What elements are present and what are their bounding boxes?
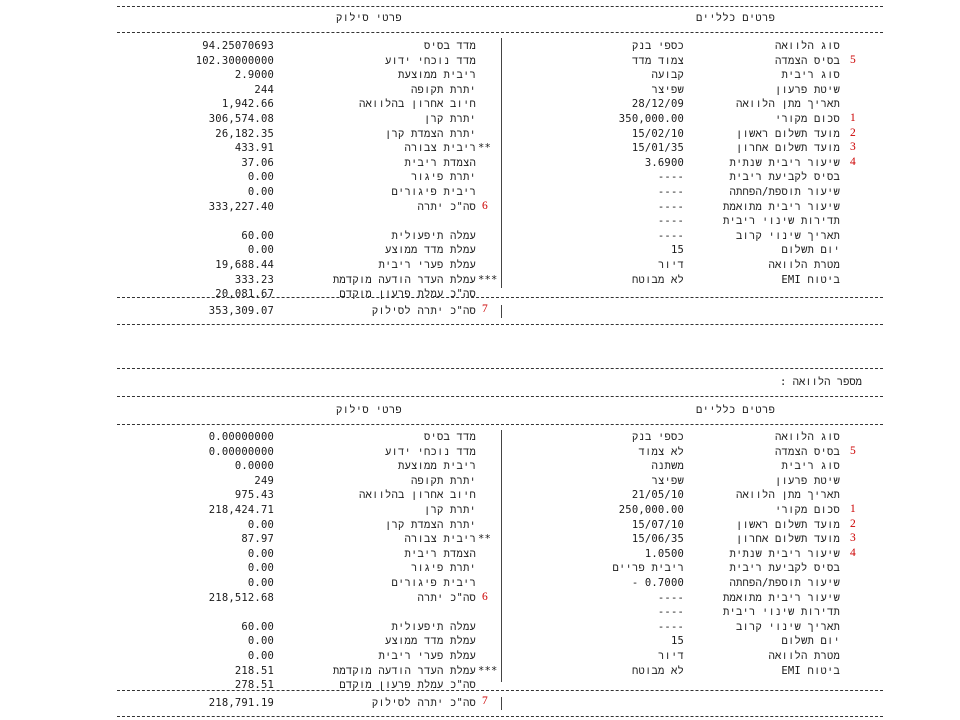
general-label: סוג הלוואה <box>774 431 840 443</box>
payoff-label: יתרת פיגור <box>410 171 476 184</box>
annotation-mark: 1 <box>850 503 856 515</box>
loan-number-label: מספר הלוואה : <box>780 376 862 388</box>
total-row <box>0 697 960 711</box>
asterisk-note: *** <box>478 664 498 677</box>
payoff-label: הצמדת ריבית <box>404 156 476 169</box>
annotation-mark: 7 <box>482 695 488 707</box>
payoff-value: 0.00 <box>247 244 274 257</box>
payoff-label: יתרת הצמדת קרן <box>384 127 476 140</box>
payoff-value: 26,182.35 <box>215 127 274 140</box>
payoff-value: 218,424.71 <box>208 504 274 516</box>
table-row <box>0 635 960 649</box>
general-label: מועד תשלום ראשון <box>735 518 840 531</box>
section-header-general: פרטים כלליים <box>696 12 776 24</box>
payoff-value: 278.51 <box>234 679 274 692</box>
payoff-value: 0.00 <box>247 635 274 648</box>
table-row <box>0 288 960 302</box>
payoff-value: 1,942.66 <box>221 98 274 111</box>
table-row <box>0 519 960 533</box>
general-label: תאריך מתן הלוואה <box>735 98 840 111</box>
general-label: תאריך שינוי קרוב <box>735 229 840 242</box>
general-label: סוג ריבית <box>781 460 840 473</box>
divider <box>117 396 883 397</box>
total-row <box>0 305 960 319</box>
section-header-payoff: פרטי סילוק <box>336 404 403 416</box>
table-row <box>0 650 960 664</box>
annotation-mark: 3 <box>850 141 856 154</box>
table-row <box>0 244 960 258</box>
payoff-label: חיוב אחרון בהלוואה <box>358 489 476 502</box>
payoff-label: יתרת תקופה <box>410 474 476 487</box>
payoff-label: סה"כ עמלת פרעון מוקדם <box>339 288 476 301</box>
general-label: בסיס הצמדה <box>774 54 840 67</box>
general-value: כספי בנק <box>631 40 684 52</box>
table-row <box>0 665 960 679</box>
payoff-label: מדד נוכחי ידוע <box>384 54 476 67</box>
divider <box>117 690 883 691</box>
divider <box>117 424 883 425</box>
table-row <box>0 460 960 474</box>
general-value: 15 <box>670 635 684 648</box>
payoff-label: יתרת פיגור <box>410 562 476 575</box>
table-row <box>0 113 960 127</box>
table-row <box>0 186 960 200</box>
divider <box>117 368 883 369</box>
general-label: בסיס לקביעת ריבית <box>729 171 840 184</box>
table-row <box>0 431 960 445</box>
payoff-value: 249 <box>254 474 274 487</box>
table-row <box>0 577 960 591</box>
general-value: 15/07/10 <box>631 518 684 531</box>
divider <box>117 32 883 33</box>
payoff-label: יתרת הצמדת קרן <box>384 518 476 531</box>
table-row <box>0 504 960 518</box>
table-row <box>0 606 960 620</box>
table-row <box>0 55 960 69</box>
payoff-label: ריבית צבורה <box>404 142 476 155</box>
table-row <box>0 98 960 112</box>
payoff-value: 60.00 <box>241 229 274 242</box>
general-value: צמוד מדד <box>631 54 684 67</box>
payoff-value: 306,574.08 <box>208 113 274 125</box>
general-value: 1.0500 <box>644 547 684 560</box>
table-row <box>0 533 960 547</box>
general-value: ---- <box>657 606 684 619</box>
payoff-label: מדד נוכחי ידוע <box>384 445 476 458</box>
asterisk-note: *** <box>478 273 498 286</box>
payoff-value: 0.00000000 <box>208 445 274 458</box>
payoff-value: 0.00 <box>247 547 274 560</box>
general-value: לא מבוטח <box>631 273 684 286</box>
table-row <box>0 84 960 98</box>
table-row <box>0 157 960 171</box>
annotation-mark: 5 <box>850 444 856 457</box>
payoff-label: עמלת פערי ריבית <box>378 650 476 662</box>
annotation-mark: 3 <box>850 532 856 545</box>
payoff-value: 20,081.67 <box>215 288 274 301</box>
annotation-mark: 4 <box>850 546 856 559</box>
general-value: 15/02/10 <box>631 127 684 140</box>
general-value: 15/01/35 <box>631 142 684 155</box>
payoff-value: 19,688.44 <box>215 259 274 271</box>
payoff-value: 333.23 <box>234 273 274 286</box>
general-label: תאריך שינוי קרוב <box>735 620 840 633</box>
payoff-value: 102.30000000 <box>195 54 274 67</box>
column-divider <box>501 305 502 318</box>
general-label: סכום מקורי <box>774 113 840 125</box>
general-value: 28/12/09 <box>631 98 684 111</box>
table-row <box>0 128 960 142</box>
general-value: משתנה <box>651 460 684 473</box>
payoff-label: יתרת קרן <box>423 113 476 125</box>
asterisk-note: ** <box>478 533 492 546</box>
general-label: שיעור תוספת/הפחתה <box>729 186 840 198</box>
payoff-value: 0.00 <box>247 577 274 589</box>
section-header-payoff: פרטי סילוק <box>336 12 403 24</box>
payoff-value: 60.00 <box>241 620 274 633</box>
general-label: ביטוח EMI <box>781 664 840 677</box>
payoff-value: 37.06 <box>241 156 274 169</box>
table-row <box>0 592 960 606</box>
general-value: 15 <box>670 244 684 257</box>
divider <box>117 297 883 298</box>
total-value: 218,791.19 <box>208 697 274 709</box>
general-label: סוג הלוואה <box>774 40 840 52</box>
annotation-mark: 7 <box>482 303 488 315</box>
payoff-value: 218,512.68 <box>208 591 274 604</box>
general-label: מועד תשלום אחרון <box>735 142 840 155</box>
payoff-label: עמלת פערי ריבית <box>378 259 476 271</box>
general-value: לא מבוטח <box>631 664 684 677</box>
general-label: תדירות שינוי ריבית <box>722 606 840 619</box>
payoff-value: 218.51 <box>234 664 274 677</box>
annotation-mark: 6 <box>482 199 488 212</box>
payoff-label: עמלה תיפעולית <box>391 229 476 242</box>
payoff-value: 94.25070693 <box>202 40 274 52</box>
table-row <box>0 274 960 288</box>
general-label: בסיס לקביעת ריבית <box>729 562 840 575</box>
general-label: סכום מקורי <box>774 504 840 516</box>
general-label: תאריך מתן הלוואה <box>735 489 840 502</box>
total-label: סה"כ יתרה לסילוק <box>371 305 476 317</box>
payoff-value: 0.00 <box>247 186 274 198</box>
payoff-label: סה"כ עמלת פרעון מוקדם <box>339 679 476 692</box>
payoff-label: ריבית ממוצעת <box>397 69 476 82</box>
general-value: שפיצר <box>651 83 684 96</box>
table-row <box>0 201 960 215</box>
general-value: 3.6900 <box>644 156 684 169</box>
general-label: יום תשלום <box>781 635 840 648</box>
payoff-value: 975.43 <box>234 489 274 502</box>
general-label: שיעור ריבית שנתית <box>729 156 840 169</box>
payoff-value: 0.00 <box>247 562 274 575</box>
payoff-label: עמלת מדד ממוצע <box>384 635 476 648</box>
general-value: שפיצר <box>651 474 684 487</box>
general-label: ביטוח EMI <box>781 273 840 286</box>
general-value: ---- <box>657 229 684 242</box>
general-value: ---- <box>657 186 684 198</box>
column-divider <box>501 697 502 710</box>
divider <box>117 6 883 7</box>
payoff-label: הצמדת ריבית <box>404 547 476 560</box>
payoff-label: ריבית פיגורים <box>391 186 476 198</box>
payoff-label: מדד בסיס <box>423 40 476 52</box>
payoff-label: מדד בסיס <box>423 431 476 443</box>
general-value: ---- <box>657 200 684 213</box>
payoff-value: 87.97 <box>241 533 274 546</box>
table-row <box>0 230 960 244</box>
payoff-label: ריבית צבורה <box>404 533 476 546</box>
general-label: שיעור תוספת/הפחתה <box>729 577 840 589</box>
annotation-mark: 6 <box>482 590 488 603</box>
general-value: דיור <box>657 650 684 662</box>
general-label: מועד תשלום אחרון <box>735 533 840 546</box>
table-row <box>0 548 960 562</box>
annotation-mark: 4 <box>850 155 856 168</box>
general-value: לא צמוד <box>638 445 684 458</box>
table-row <box>0 215 960 229</box>
general-value: ---- <box>657 620 684 633</box>
payoff-label: יתרת תקופה <box>410 83 476 96</box>
divider <box>117 324 883 325</box>
general-label: יום תשלום <box>781 244 840 257</box>
annotation-mark: 2 <box>850 517 856 530</box>
table-row <box>0 171 960 185</box>
payoff-value: 0.00 <box>247 171 274 184</box>
table-row <box>0 142 960 156</box>
annotation-mark: 5 <box>850 53 856 66</box>
general-label: תדירות שינוי ריבית <box>722 215 840 228</box>
table-row <box>0 489 960 503</box>
payoff-value: 2.9000 <box>234 69 274 82</box>
table-row <box>0 40 960 54</box>
general-label: בסיס הצמדה <box>774 445 840 458</box>
table-row <box>0 621 960 635</box>
payoff-label: חיוב אחרון בהלוואה <box>358 98 476 111</box>
general-value: 350,000.00 <box>618 113 684 125</box>
table-row <box>0 259 960 273</box>
general-label: סוג ריבית <box>781 69 840 82</box>
general-label: מטרת הלוואה <box>768 650 840 662</box>
payoff-label: יתרת קרן <box>423 504 476 516</box>
payoff-label: עמלת מדד ממוצע <box>384 244 476 257</box>
payoff-label: סה"כ יתרה <box>417 591 476 604</box>
general-label: שיטת פרעון <box>774 474 840 487</box>
general-value: 0.7000 - <box>631 577 684 589</box>
table-row <box>0 475 960 489</box>
general-label: שיטת פרעון <box>774 83 840 96</box>
payoff-value: 433.91 <box>234 142 274 155</box>
payoff-label: סה"כ יתרה <box>417 200 476 213</box>
general-value: קבועה <box>651 69 684 82</box>
total-label: סה"כ יתרה לסילוק <box>371 697 476 709</box>
general-value: ---- <box>657 171 684 184</box>
general-label: מטרת הלוואה <box>768 259 840 271</box>
general-value: ---- <box>657 591 684 604</box>
general-value: ריבית פריים <box>612 562 684 575</box>
general-label: מועד תשלום ראשון <box>735 127 840 140</box>
payoff-value: 0.00 <box>247 650 274 662</box>
table-row <box>0 446 960 460</box>
annotation-mark: 1 <box>850 112 856 124</box>
payoff-value: 0.00000000 <box>208 431 274 443</box>
general-value: כספי בנק <box>631 431 684 443</box>
payoff-label: ריבית ממוצעת <box>397 460 476 473</box>
section-header-general: פרטים כלליים <box>696 404 776 416</box>
general-value: ---- <box>657 215 684 228</box>
payoff-label: עמלת העדר הודעה מוקדמת <box>332 664 476 677</box>
general-value: דיור <box>657 259 684 271</box>
payoff-value: 0.00 <box>247 518 274 531</box>
general-value: 21/05/10 <box>631 489 684 502</box>
payoff-label: ריבית פיגורים <box>391 577 476 589</box>
payoff-label: עמלת העדר הודעה מוקדמת <box>332 273 476 286</box>
table-row <box>0 679 960 693</box>
total-value: 353,309.07 <box>208 305 274 317</box>
general-label: שיעור ריבית שנתית <box>729 547 840 560</box>
payoff-value: 0.0000 <box>234 460 274 473</box>
general-value: 250,000.00 <box>618 504 684 516</box>
general-label: שיעור ריבית מתואמת <box>722 591 840 604</box>
divider <box>117 716 883 717</box>
payoff-label: עמלה תיפעולית <box>391 620 476 633</box>
table-row <box>0 562 960 576</box>
general-label: שיעור ריבית מתואמת <box>722 200 840 213</box>
payoff-value: 244 <box>254 83 274 96</box>
table-row <box>0 69 960 83</box>
payoff-value: 333,227.40 <box>208 200 274 213</box>
annotation-mark: 2 <box>850 126 856 139</box>
asterisk-note: ** <box>478 142 492 155</box>
general-value: 15/06/35 <box>631 533 684 546</box>
